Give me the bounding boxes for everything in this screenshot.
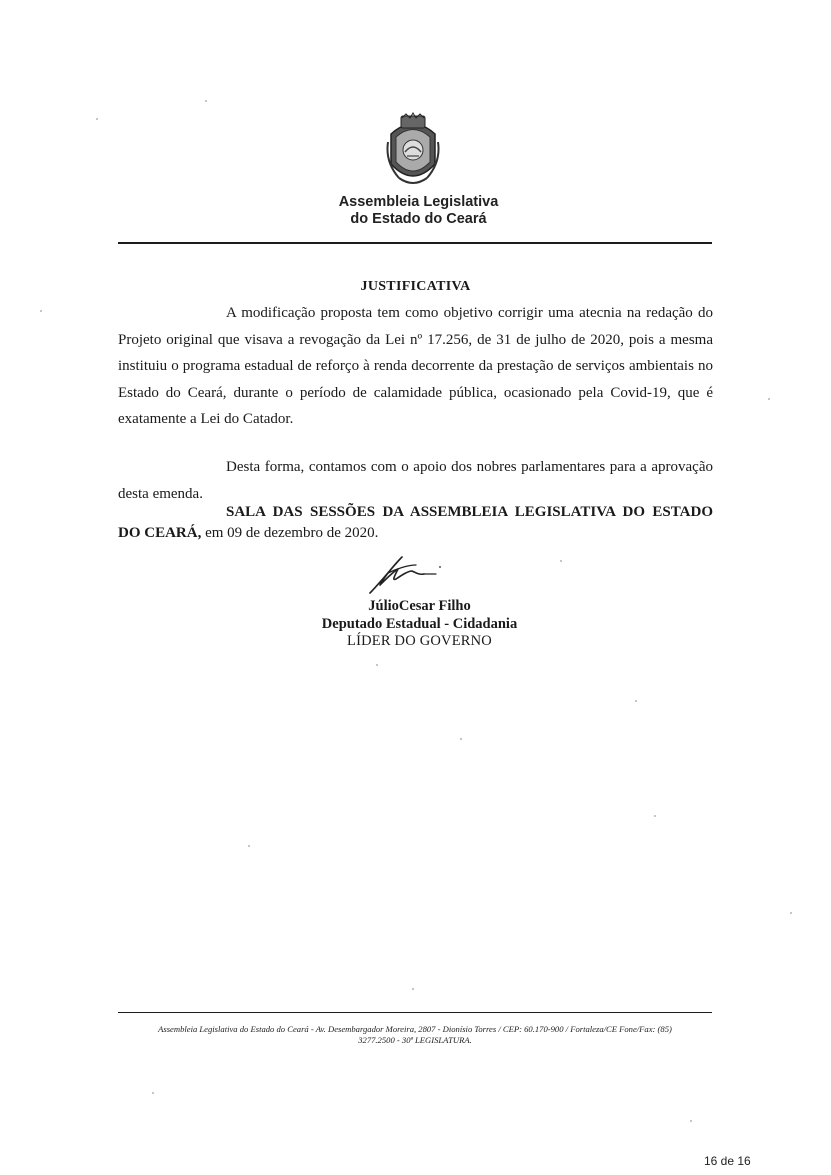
footer-address-line2: 3277.2500 - 30ª LEGISLATURA.	[358, 1035, 472, 1045]
state-coat-of-arms-icon	[385, 112, 441, 190]
scan-speck	[768, 398, 770, 400]
footer-address-line1: Assembleia Legislativa do Estado do Ceará - Av. Desembargador Moreira, 2807 - Dionísio Torres / CEP: 60.170-900 / Fortaleza/CE Fone/Fax: (85)	[158, 1024, 672, 1034]
scan-speck	[40, 310, 42, 312]
handwritten-signature	[364, 553, 446, 597]
scan-speck	[412, 988, 414, 990]
closing-paragraph	[118, 502, 713, 544]
closing-date: em 09 de dezembro de 2020.	[205, 525, 379, 541]
scan-speck	[152, 1092, 154, 1094]
signatory-role: Deputado Estadual - Cidadania	[321, 616, 518, 632]
scan-speck	[205, 100, 207, 102]
closing-location: SALA DAS SESSÕES DA ASSEMBLEIA LEGISLATIVA DO ESTADO DO CEARÁ,	[118, 504, 713, 541]
signatory-name: JúlioCesar Filho	[368, 598, 471, 614]
institution-name-line1: Assembleia Legislativa	[338, 194, 499, 210]
scan-speck	[635, 700, 637, 702]
scan-speck	[560, 560, 562, 562]
footer-divider	[118, 1012, 712, 1013]
institution-name-line2: do Estado do Ceará	[350, 211, 487, 227]
scan-speck	[690, 1120, 692, 1122]
document-heading: JUSTIFICATIVA	[360, 279, 471, 294]
footer-address	[112, 1024, 718, 1046]
page-number: 16 de 16	[704, 1154, 751, 1168]
header-divider	[118, 242, 712, 244]
scan-speck	[654, 815, 656, 817]
scan-speck	[460, 738, 462, 740]
scan-speck	[376, 664, 378, 666]
scan-speck	[790, 912, 792, 914]
justification-paragraph: A modificação proposta tem como objetivo corrigir uma atecnia na redação do Projeto original que visava a revogação da Lei nº 17.256, de 31 de julho de 2020, pois a mesma instituiu o programa estadual de reforço à renda decorrente da prestação de serviços ambientais no Estado do Ceará, durante o período de calamidade pública, ocasionado pela Covid-19, que é exatamente a Lei do Catador.	[118, 305, 713, 427]
signatory-title: LÍDER DO GOVERNO	[347, 633, 492, 649]
request-paragraph: Desta forma, contamos com o apoio dos nobres parlamentares para a aprovação desta emenda.	[118, 459, 713, 502]
scan-speck	[96, 118, 98, 120]
scan-speck	[248, 845, 250, 847]
